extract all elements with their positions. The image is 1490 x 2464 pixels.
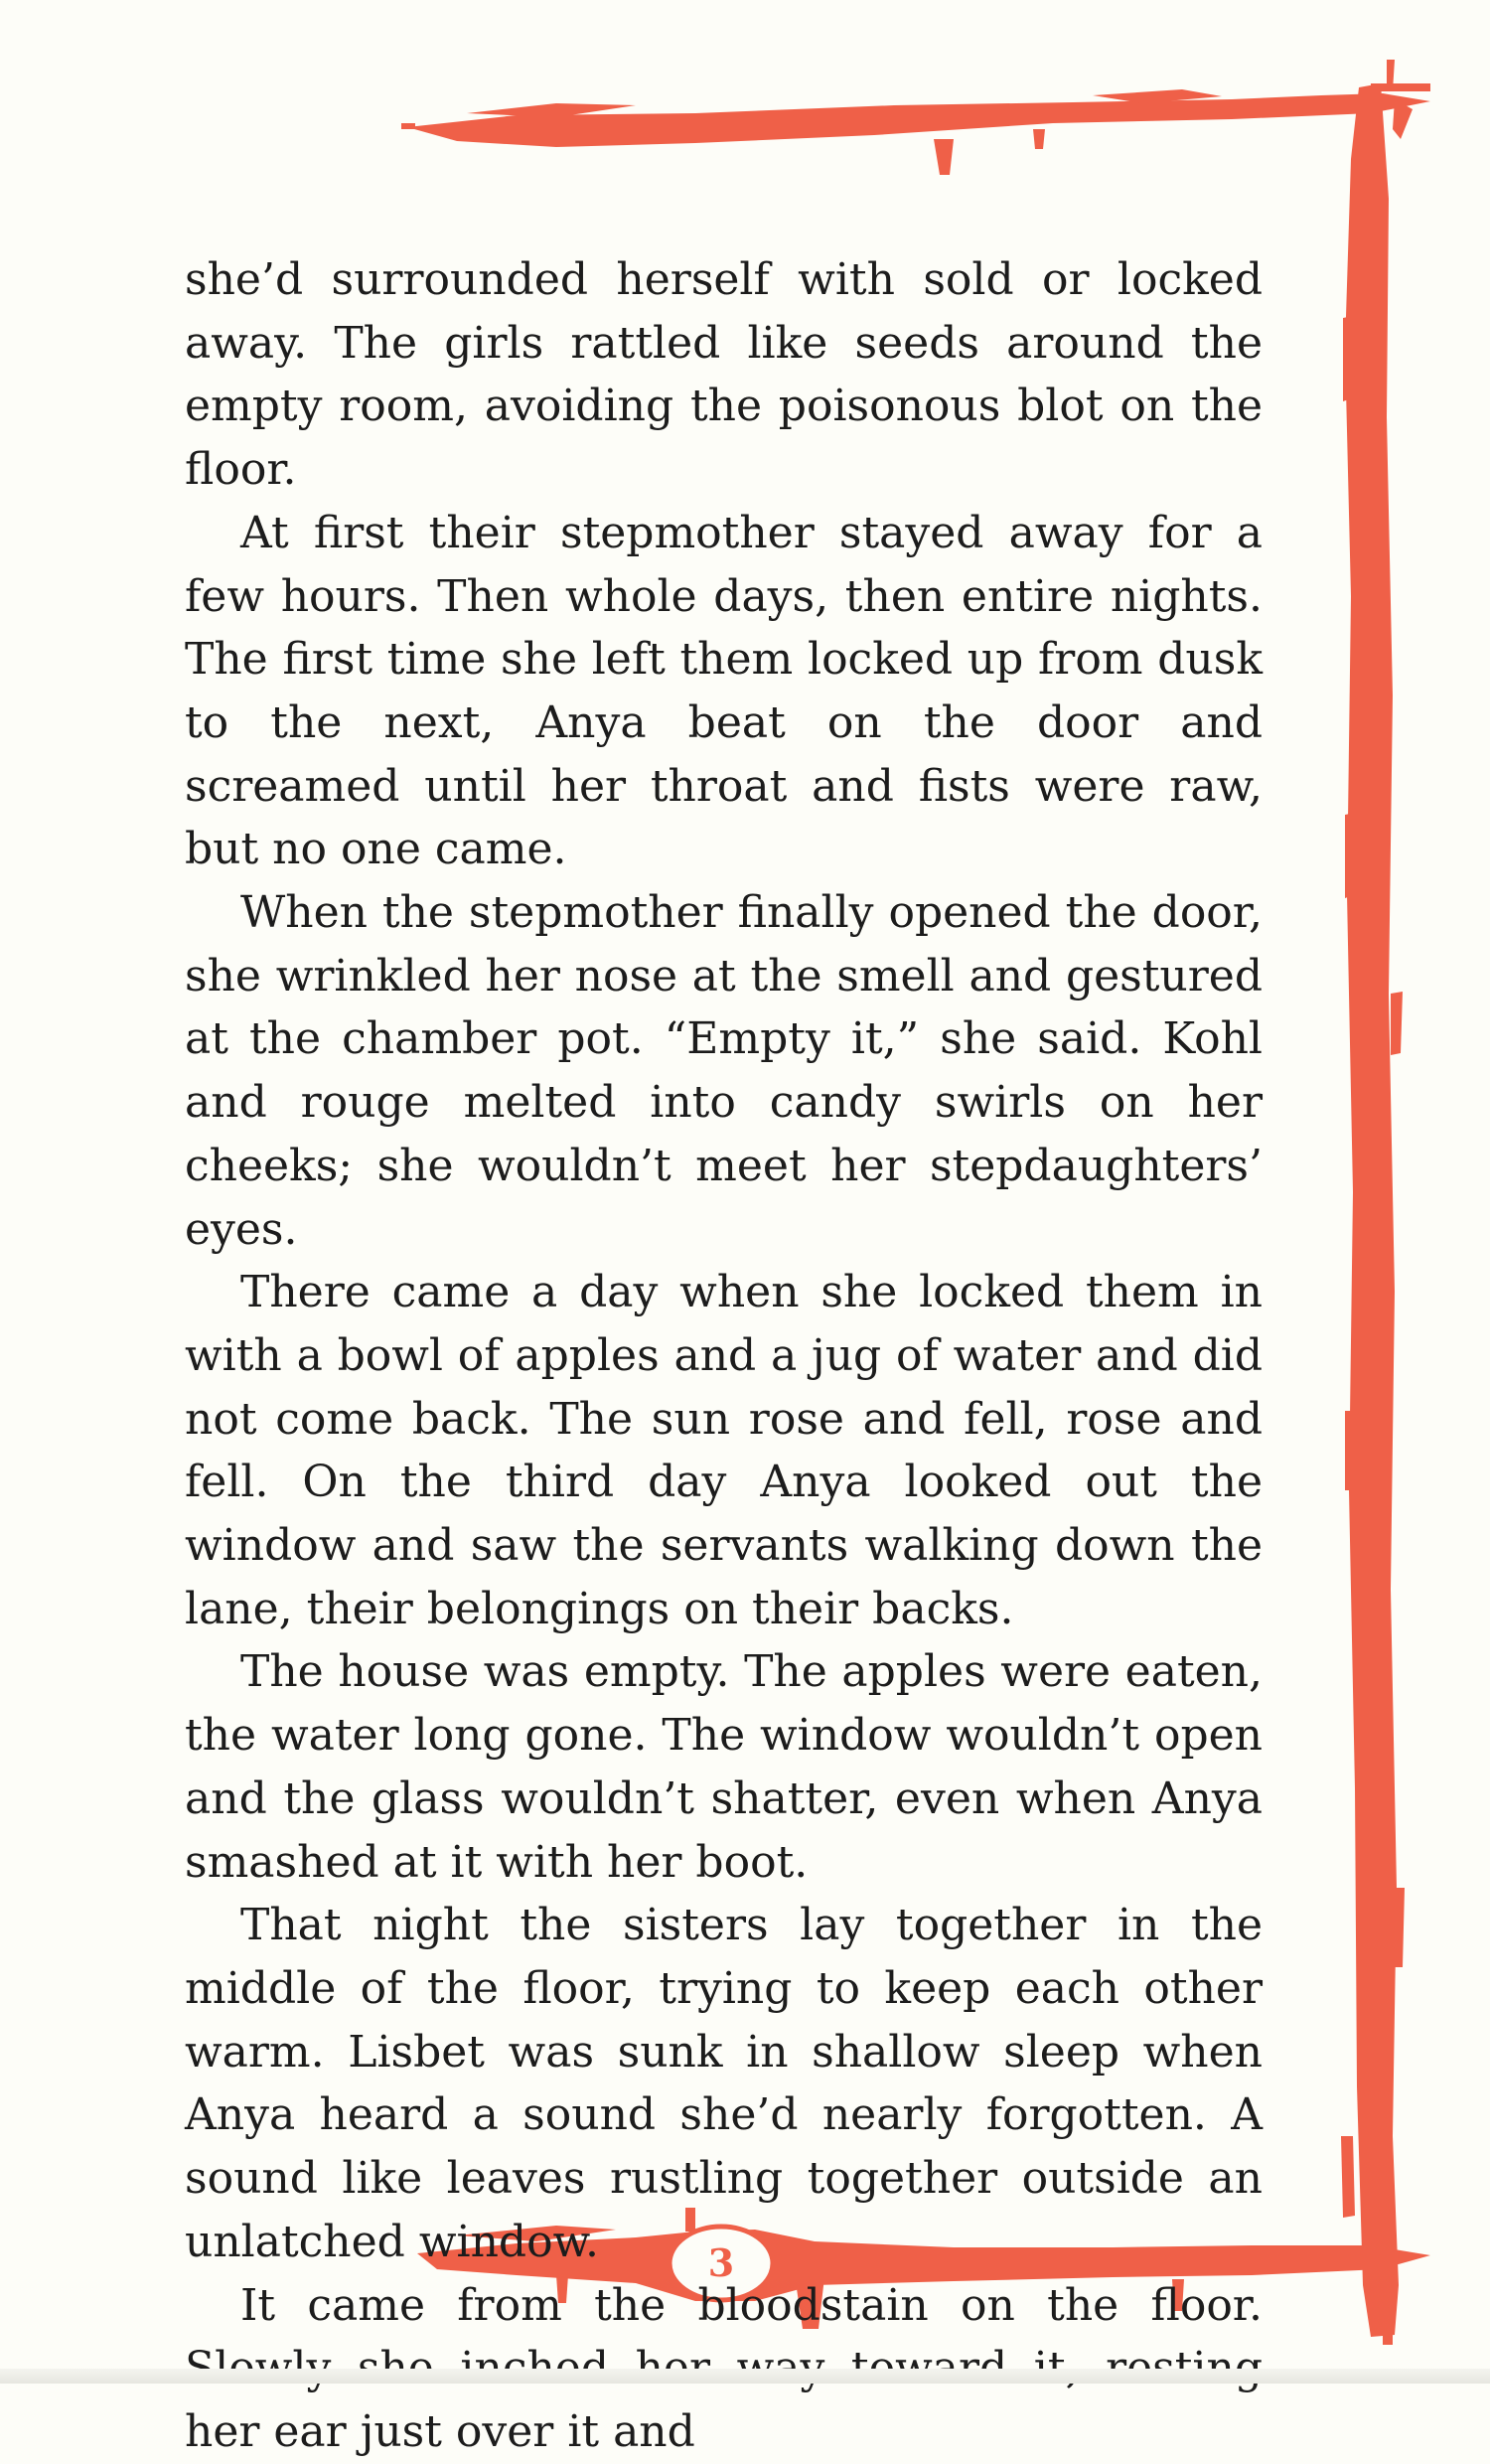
paragraph: There came a day when she locked them in with a bowl of apples and a jug of water and did not come back. The sun rose and fell, rose and fell. On the third day Anya looked out the window and saw the servants walking down the lane, their belongings on their backs. — [185, 1267, 1263, 1634]
paragraph: When the stepmother finally opened the door, she wrinkled her nose at the smell and gestured at the chamber pot. “Empty it,” she said. Kohl and rouge melted into candy swirls on her cheeks; she wouldn’t meet her stepdaughters’ eyes. — [185, 887, 1263, 1255]
body-text — [185, 248, 1263, 2464]
paragraph: That night the sisters lay together in the middle of the floor, trying to keep each other warm. Lisbet was sunk in shallow sleep when Anya heard a sound she’d nearly forgotten. A sound like leaves rustling together outside an unlatched window. — [185, 1900, 1263, 2267]
paragraph: The house was empty. The apples were eaten, the water long gone. The window wouldn’t open and the glass wouldn’t shatter, even when Anya smashed at it with her boot. — [185, 1646, 1263, 1888]
paragraph: she’d surrounded herself with sold or locked away. The girls rattled like seeds around the empty room, avoiding the poisonous blot on the floor. — [185, 254, 1263, 496]
paragraph: At first their stepmother stayed away for a few hours. Then whole days, then entire nights. The first time she left them locked up from dusk to the next, Anya beat on the door and screamed until her throat and fists were raw, but no one came. — [185, 507, 1263, 875]
paragraph: It came from the bloodstain on the floor. her ear just over it and — [185, 2279, 1263, 2457]
page-number: 3 — [707, 2240, 735, 2285]
scan-edge — [0, 2369, 1490, 2384]
